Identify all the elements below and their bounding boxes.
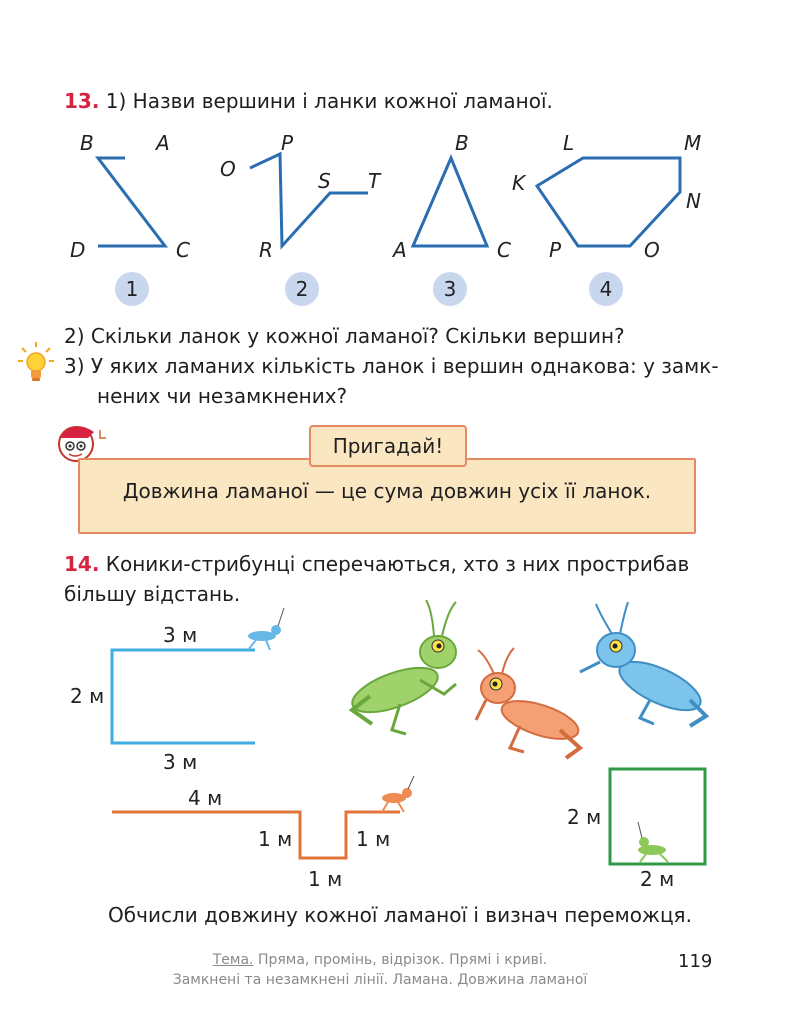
footer-topic-text: Пряма, промінь, відрізок. Прямі і криві. — [253, 952, 548, 968]
polyline-2 — [220, 131, 382, 262]
blue-path — [70, 623, 255, 774]
vertex-label: R — [259, 238, 273, 262]
grasshopper-paths-figure — [0, 600, 800, 900]
vertex-label: B — [80, 131, 94, 155]
reminder-text: Довжина ламаної — це сума довжин усіх її ланок. — [122, 479, 652, 503]
task-13-question-3-cont: нених чи незамкнених? — [97, 384, 348, 408]
vertex-label: O — [644, 238, 660, 262]
vertex-label: C — [176, 238, 190, 262]
svg-text:3: 3 — [443, 277, 457, 301]
task-14-question: Обчисли довжину кожної ламаної і визнач переможця. — [108, 903, 692, 927]
svg-text:2: 2 — [295, 277, 309, 301]
orange-grasshopper-illustration — [476, 648, 583, 758]
reminder-title: Пригадай! — [309, 425, 467, 467]
measure-label: 2 м — [567, 805, 602, 829]
vertex-label: B — [455, 131, 469, 155]
figure-number-2 — [285, 272, 319, 306]
task-13-question-2: 2) Скільки ланок у кожної ламаної? Скільки вершин? — [64, 324, 625, 348]
page-number: 119 — [678, 951, 713, 972]
svg-text:1: 1 — [125, 277, 139, 301]
task-13-question-1: 1) Назви вершини і ланки кожної ламаної. — [105, 89, 553, 113]
small-orange-grasshopper-icon — [382, 776, 414, 812]
polyline-4 — [512, 131, 701, 262]
blue-grasshopper-illustration — [580, 602, 707, 726]
polylines-figure — [0, 120, 800, 310]
measure-label: 1 м — [258, 827, 293, 851]
small-blue-grasshopper-icon — [248, 608, 284, 650]
orange-path — [112, 786, 400, 891]
vertex-label: A — [393, 238, 407, 262]
vertex-label: P — [281, 131, 294, 155]
task-14-heading — [64, 551, 689, 577]
footer-topic-line-1 — [150, 950, 610, 970]
figure-number-1 — [115, 272, 149, 306]
vertex-label: D — [70, 238, 86, 262]
vertex-label: T — [368, 169, 381, 193]
figure-number-4 — [589, 272, 623, 306]
green-path — [567, 769, 705, 891]
measure-label: 1 м — [308, 867, 343, 891]
measure-label: 3 м — [163, 750, 198, 774]
polyline-1 — [70, 131, 190, 262]
task-14-text-line-1: Коники-стрибунці сперечаються, хто з них прострибав — [105, 552, 690, 576]
vertex-label: N — [686, 189, 701, 213]
measure-label: 2 м — [640, 867, 675, 891]
footer-topic-line-2: Замкнені та незамкнені лінії. Ламана. Довжина ламаної — [172, 972, 588, 988]
vertex-label: O — [220, 157, 236, 181]
task-number: 13. — [64, 89, 100, 113]
task-number: 14. — [64, 552, 100, 576]
vertex-label: A — [156, 131, 170, 155]
vertex-label: M — [684, 131, 702, 155]
figure-number-3 — [433, 272, 467, 306]
measure-label: 2 м — [70, 684, 105, 708]
svg-text:4: 4 — [599, 277, 613, 301]
vertex-label: C — [497, 238, 511, 262]
green-grasshopper-illustration — [347, 600, 456, 734]
task-14-text-line-2: більшу відстань. — [64, 582, 241, 606]
small-green-grasshopper-icon — [638, 822, 668, 862]
vertex-label: K — [512, 171, 526, 195]
vertex-label: S — [318, 169, 331, 193]
measure-label: 1 м — [356, 827, 391, 851]
lightbulb-icon — [16, 340, 56, 386]
footer-topic — [150, 950, 610, 990]
task-13-question-3: 3) У яких ламаних кількість ланок і вершин однакова: у замк- — [64, 354, 719, 378]
task-13-heading — [64, 88, 553, 114]
footer-topic-label: Тема. — [212, 952, 254, 968]
measure-label: 4 м — [188, 786, 223, 810]
polyline-3 — [391, 131, 511, 262]
vertex-label: L — [563, 131, 575, 155]
vertex-label: P — [549, 238, 562, 262]
measure-label: 3 м — [163, 623, 198, 647]
